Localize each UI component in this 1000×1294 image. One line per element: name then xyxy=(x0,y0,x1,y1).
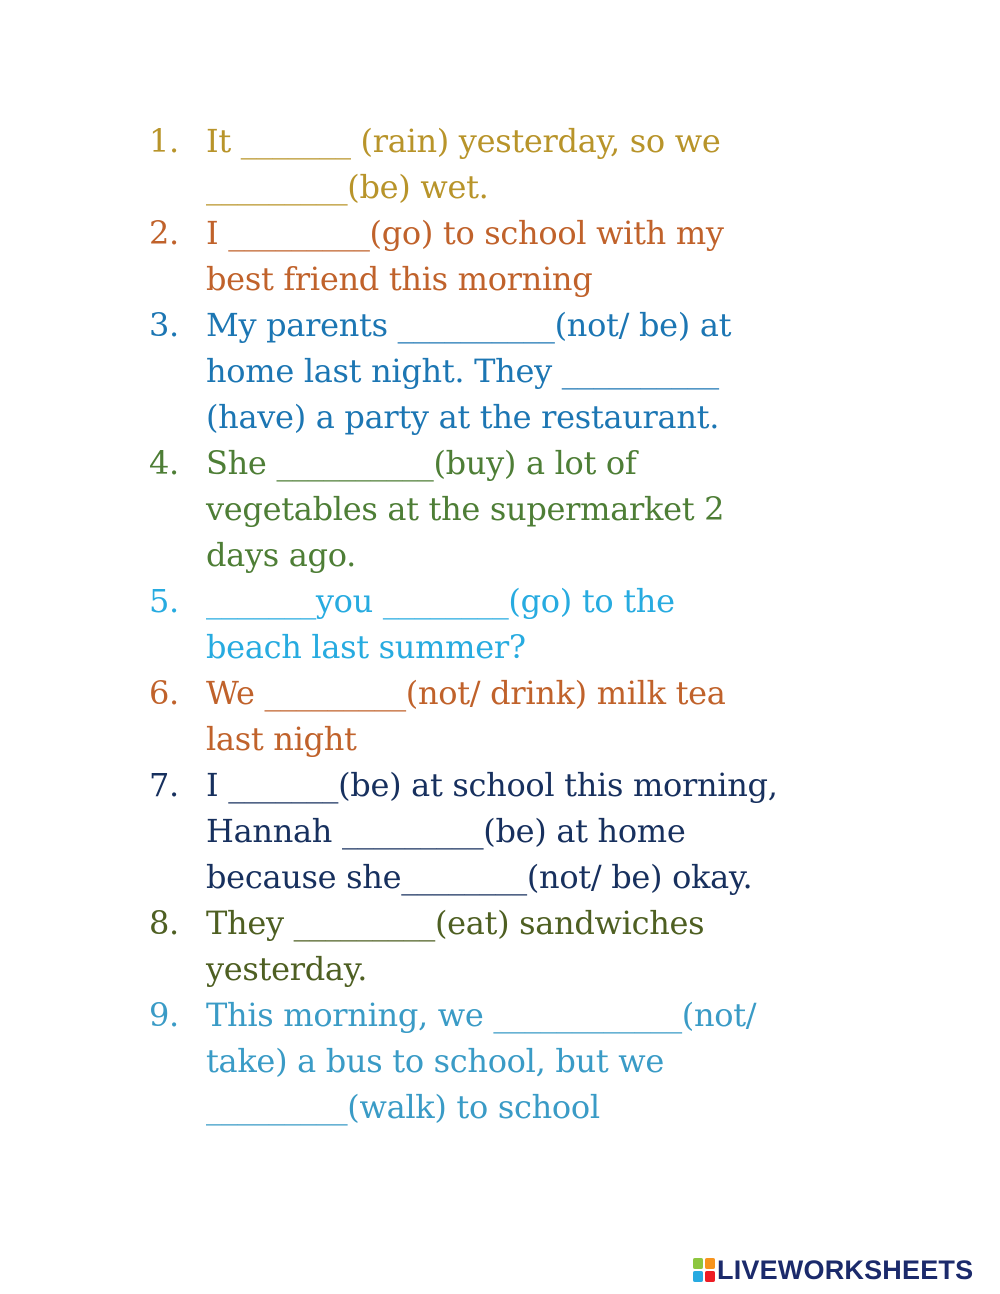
exercise-text-line: take) a bus to school, but we xyxy=(206,1042,664,1080)
exercise-text-line: It _______ (rain) yesterday, so we xyxy=(206,122,721,160)
exercise-number: 2. xyxy=(149,214,179,252)
exercise-text-line: beach last summer? xyxy=(206,628,526,666)
exercise-text-line: _______you ________(go) to the xyxy=(206,582,675,620)
exercise-item-9 xyxy=(145,992,905,1130)
exercise-item-4 xyxy=(145,440,905,578)
exercise-list xyxy=(145,118,905,1130)
exercise-text-line: I _________(go) to school with my xyxy=(206,214,724,252)
exercise-text-line: She __________(buy) a lot of xyxy=(206,444,637,482)
exercise-text-line: _________(be) wet. xyxy=(206,168,489,206)
exercise-text-line: This morning, we ____________(not/ xyxy=(206,996,757,1034)
liveworksheets-branding xyxy=(693,1256,973,1284)
exercise-item-5 xyxy=(145,578,905,670)
exercise-number: 5. xyxy=(149,582,179,620)
exercise-text-line: days ago. xyxy=(206,536,356,574)
exercise-number: 1. xyxy=(149,122,179,160)
exercise-text-line: yesterday. xyxy=(206,950,368,988)
exercise-text-line: because she________(not/ be) okay. xyxy=(206,858,753,896)
exercise-number: 6. xyxy=(149,674,179,712)
exercise-number: 9. xyxy=(149,996,179,1034)
exercise-text-line: They _________(eat) sandwiches xyxy=(206,904,705,942)
exercise-number: 3. xyxy=(149,306,179,344)
exercise-text-line: (have) a party at the restaurant. xyxy=(206,398,720,436)
exercise-text-line: We _________(not/ drink) milk tea xyxy=(206,674,726,712)
exercise-number: 4. xyxy=(149,444,179,482)
exercise-item-1 xyxy=(145,118,905,210)
exercise-item-2 xyxy=(145,210,905,302)
exercise-text-line: best friend this morning xyxy=(206,260,593,298)
exercise-text-line: My parents __________(not/ be) at xyxy=(206,306,732,344)
exercise-item-8 xyxy=(145,900,905,992)
exercise-number: 7. xyxy=(149,766,179,804)
exercise-item-7 xyxy=(145,762,905,900)
exercise-item-3 xyxy=(145,302,905,440)
liveworksheets-logo-icon xyxy=(693,1258,715,1282)
exercise-text-line: I _______(be) at school this morning, xyxy=(206,766,778,804)
exercise-text-line: vegetables at the supermarket 2 xyxy=(206,490,725,528)
brand-name: LIVEWORKSHEETS xyxy=(717,1254,974,1285)
exercise-text-line: _________(walk) to school xyxy=(206,1088,600,1126)
exercise-text-line: home last night. They __________ xyxy=(206,352,719,390)
exercise-item-6 xyxy=(145,670,905,762)
exercise-text-line: last night xyxy=(206,720,357,758)
exercise-number: 8. xyxy=(149,904,179,942)
exercise-text-line: Hannah _________(be) at home xyxy=(206,812,686,850)
